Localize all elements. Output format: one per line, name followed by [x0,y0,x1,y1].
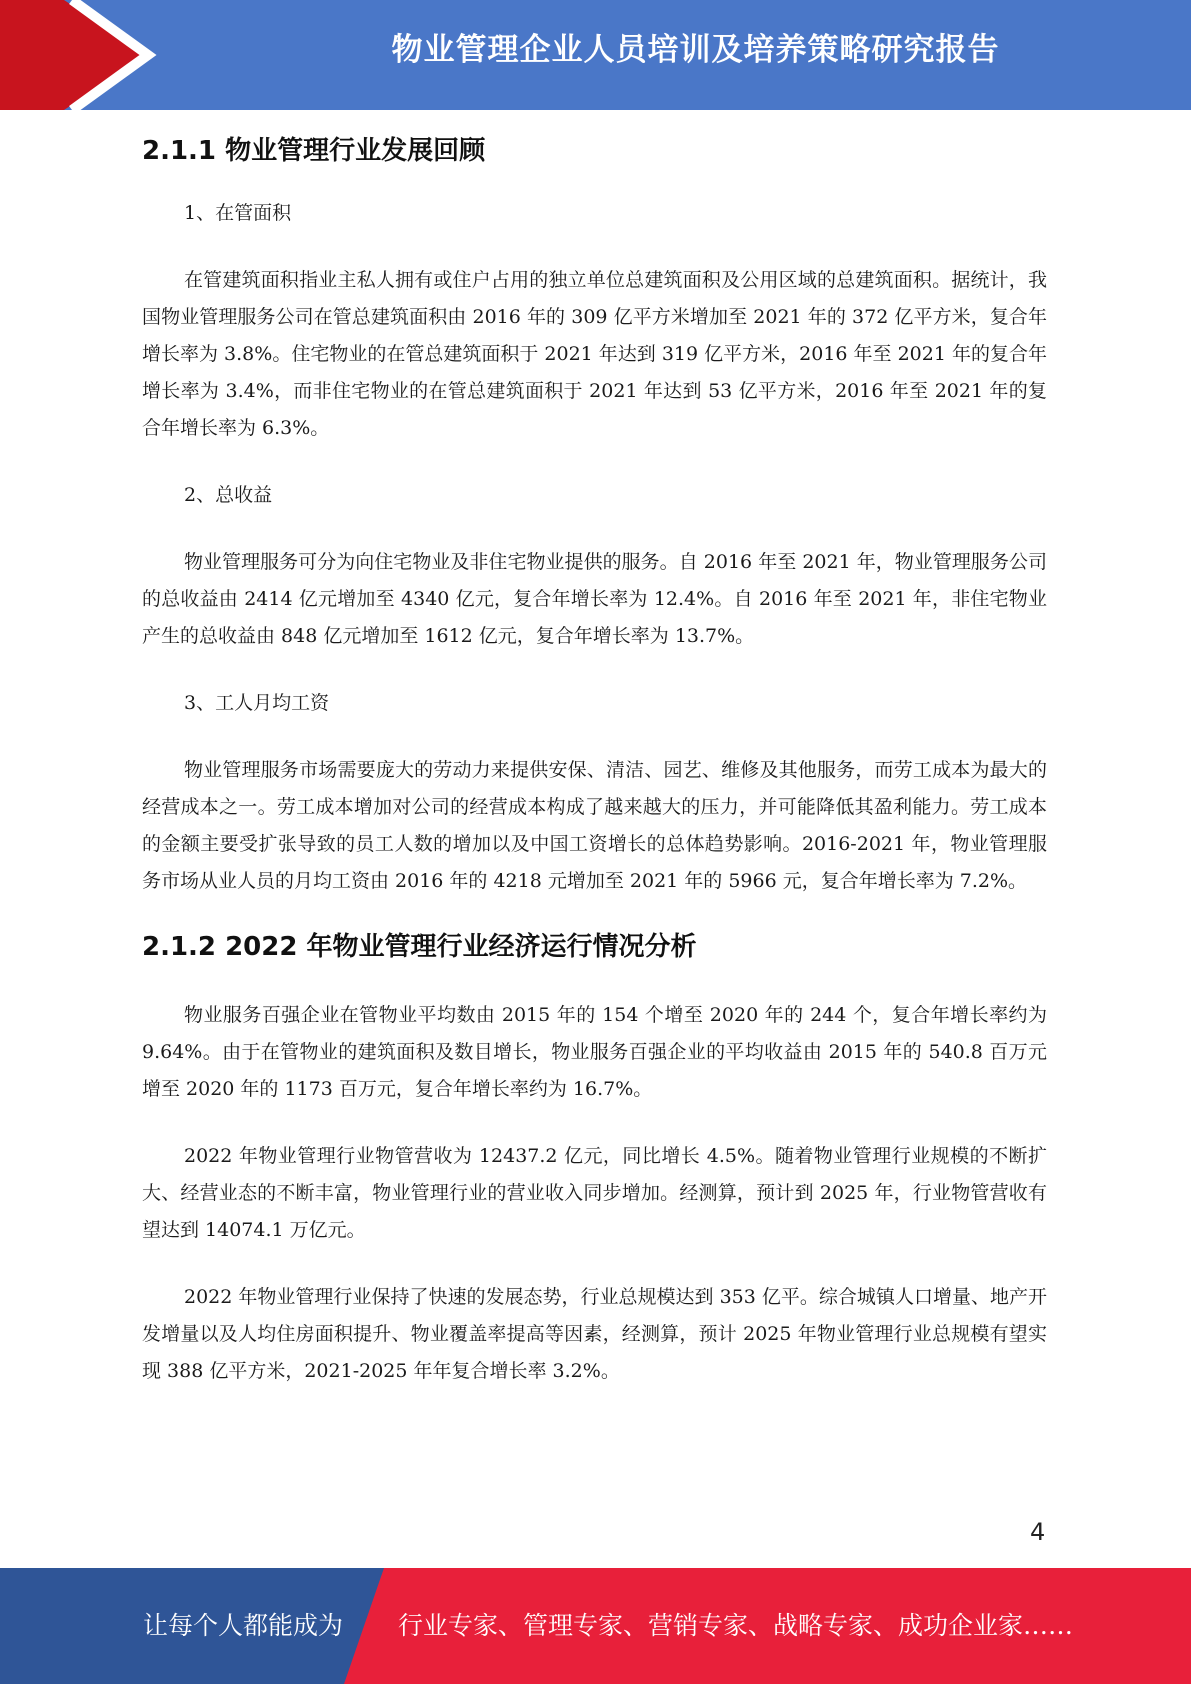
paragraph-total-revenue: 物业管理服务可分为向住宅物业及非住宅物业提供的服务。自 2016 年至 2021 年，物业管理服务公司的总收益由 2414 亿元增加至 4340 亿元，复合年增长率为 12.4%。自 2016 年至 2021 年，非住宅物业产生的总收益由 848 亿元增加至 1612 亿元，复合年增长率为 13.7%。 [142,551,1047,647]
paragraph-2022-scale: 2022 年物业管理行业保持了快速的发展态势，行业总规模达到 353 亿平。综合城镇人口增量、地产开发增量以及人均住房面积提升、物业覆盖率提高等因素，经测算，预计 2025 年物业管理行业总规模有望实现 388 亿平方米，2021-2025 年年复合增长率 3.2%。 [142,1286,1047,1382]
red-chevron [0,0,148,110]
main-content [142,110,1047,1390]
page-footer [0,1568,1191,1684]
paragraph-monthly-wage: 物业管理服务市场需要庞大的劳动力来提供安保、清洁、园艺、维修及其他服务，而劳工成本为最大的经营成本之一。劳工成本增加对公司的经营成本构成了越来越大的压力，并可能降低其盈利能力。劳工成本的金额主要受扩张导致的员工人数的增加以及中国工资增长的总体趋势影响。2016-2021 年，物业管理服务市场从业人员的月均工资由 2016 年的 4218 元增加至 2021 年的 5966 元，复合年增长率为 7.2%。 [142,759,1047,892]
paragraph-top100-enterprises: 物业服务百强企业在管物业平均数由 2015 年的 154 个增至 2020 年的 244 个，复合年增长率约为 9.64%。由于在管物业的建筑面积及数目增长，物业服务百强企业的平均收益由 2015 年的 540.8 百万元增至 2020 年的 1173 百万元，复合年增长率约为 16.7%。 [142,1004,1047,1100]
paragraph-managed-area: 在管建筑面积指业主私人拥有或住户占用的独立单位总建筑面积及公用区域的总建筑面积。据统计，我国物业管理服务公司在管总建筑面积由 2016 年的 309 亿平方米增加至 2021 年的 372 亿平方米，复合年增长率为 3.8%。住宅物业的在管总建筑面积于 2021 年达到 319 亿平方米，2016 年至 2021 年的复合年增长率为 3.4%，而非住宅物业的在管总建筑面积于 2021 年达到 53 亿平方米，2016 年至 2021 年的复合年增长率为 6.3%。 [142,269,1047,439]
section-heading-2-1-2: 2.1.2 2022 年物业管理行业经济运行情况分析 [142,932,697,962]
report-title: 物业管理企业人员培训及培养策略研究报告 [391,32,1000,68]
paragraph-2022-revenue: 2022 年物业管理行业物管营收为 12437.2 亿元，同比增长 4.5%。随着物业管理行业规模的不断扩大、经营业态的不断丰富，物业管理行业的营业收入同步增加。经测算，预计到 2025 年，行业物管营收有望达到 14074.1 万亿元。 [142,1145,1047,1241]
subheading-managed-area: 1、在管面积 [184,202,292,224]
page-header [0,0,1191,110]
subheading-total-revenue: 2、总收益 [184,484,273,506]
header-chevron-decoration [0,0,160,110]
subheading-monthly-wage: 3、工人月均工资 [184,692,330,714]
section-heading-2-1-1: 2.1.1 物业管理行业发展回顾 [142,136,486,166]
footer-slogan-right: 行业专家、管理专家、营销专家、战略专家、成功企业家…… [398,1611,1074,1640]
page-number: 4 [1030,1518,1046,1546]
footer-slogan-left: 让每个人都能成为 [143,1611,344,1640]
